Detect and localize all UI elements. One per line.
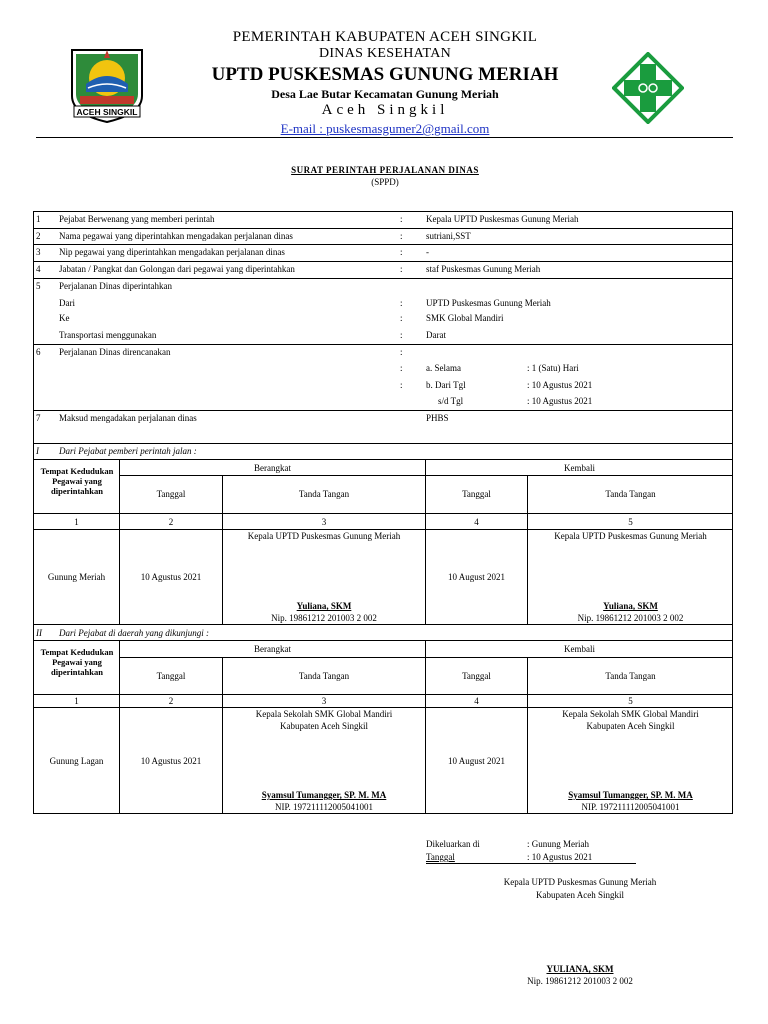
row-label: Pejabat Berwenang yang memberi perintah (59, 214, 215, 224)
letterhead-rule (36, 137, 733, 138)
letterhead-address: Desa Lae Butar Kecamatan Gunung Meriah (271, 87, 499, 101)
return-date-value: 10 August 2021 (447, 572, 505, 582)
letterhead-email[interactable]: E-mail : puskesmasgumer2@gmail.com (280, 121, 490, 136)
row-label: Nip pegawai yang diperintahkan mengadakan perjalanan dinas (59, 247, 285, 257)
section-title: Dari Pejabat pemberi perintah jalan : (59, 446, 197, 456)
row-divider (33, 707, 733, 708)
row-label: Maksud mengadakan perjalanan dinas (59, 413, 197, 423)
column-number: 4 (474, 696, 479, 706)
col-divider (425, 459, 426, 624)
row-divider (33, 640, 733, 641)
column-number: 5 (628, 517, 633, 527)
row-divider (33, 513, 733, 514)
row-value: UPTD Puskesmas Gunung Meriah (426, 298, 551, 308)
row-divider (33, 278, 733, 279)
signer-name: Syamsul Tumangger, SP. M. MA (261, 790, 387, 800)
signer-title: Kepala UPTD Puskesmas Gunung Meriah (247, 531, 401, 541)
row-divider (33, 529, 733, 530)
column-number: 1 (74, 696, 79, 706)
signer-title: Kepala Sekolah SMK Global Mandiri (255, 709, 393, 719)
footer-signer-nip: Nip. 19861212 201003 2 002 (527, 976, 633, 986)
row-divider (33, 459, 733, 460)
header-depart-date: Tanggal (156, 671, 186, 681)
signer-title-region: Kabupaten Aceh Singkil (280, 721, 368, 731)
puskesmas-cross-icon (612, 52, 684, 124)
row-colon: : (400, 363, 403, 373)
header-return-date: Tanggal (462, 671, 491, 681)
row-number: 6 (36, 347, 41, 357)
row-sublabel: a. Selama (426, 363, 461, 373)
letterhead-institution: UPTD PUSKESMAS GUNUNG MERIAH (211, 64, 559, 85)
place-value: Gunung Lagan (49, 756, 104, 766)
row-sublabel: Transportasi menggunakan (59, 330, 157, 340)
col-divider (425, 640, 426, 814)
document-title: SURAT PERINTAH PERJALANAN DINAS (291, 165, 479, 175)
section-roman: II (36, 628, 42, 638)
return-date-value: 10 August 2021 (447, 756, 505, 766)
logo-left-label: ACEH SINGKIL (76, 107, 138, 117)
footer-signer-region: Kabupaten Aceh Singkil (536, 890, 624, 900)
letterhead-department: DINAS KESEHATAN (318, 46, 452, 61)
row-colon: : (400, 298, 403, 308)
header-place: Tempat Kedudukan Pegawai yang diperintahkan (40, 647, 114, 677)
column-number: 2 (168, 696, 174, 706)
issued-date-label: Tanggal (426, 852, 455, 862)
header-depart-sign: Tanda Tangan (298, 671, 350, 681)
col-divider (119, 459, 120, 624)
row-number: 2 (36, 231, 41, 241)
header-depart-sign: Tanda Tangan (298, 489, 350, 499)
column-number: 3 (321, 517, 327, 527)
logo-right (612, 52, 684, 124)
row-colon: : (400, 214, 403, 224)
signer-title: Kepala UPTD Puskesmas Gunung Meriah (554, 531, 707, 541)
signer-nip: NIP. 197211112005041001 (581, 802, 680, 812)
row-value: Kepala UPTD Puskesmas Gunung Meriah (426, 214, 579, 224)
column-number: 4 (474, 517, 479, 527)
row-divider (119, 657, 733, 658)
row-sublabel: b. Dari Tgl (426, 380, 466, 390)
row-value: SMK Global Mandiri (426, 313, 504, 323)
signer-nip: Nip. 19861212 201003 2 002 (271, 613, 377, 623)
row-value: Darat (426, 330, 446, 340)
signer-name: Yuliana, SKM (603, 601, 658, 611)
header-return: Kembali (564, 463, 595, 473)
letterhead-government: PEMERINTAH KABUPATEN ACEH SINGKIL (232, 29, 538, 45)
row-divider (33, 624, 733, 625)
row-value: staf Puskesmas Gunung Meriah (426, 264, 541, 274)
header-return-sign: Tanda Tangan (605, 489, 656, 499)
header-return-date: Tanggal (462, 489, 491, 499)
row-number: 4 (36, 264, 41, 274)
row-colon: : (400, 247, 403, 257)
row-divider (33, 228, 733, 229)
column-number: 1 (74, 517, 79, 527)
row-value: : 1 (Satu) Hari (527, 363, 579, 373)
issued-place-value: : Gunung Meriah (527, 839, 589, 849)
header-depart: Berangkat (254, 463, 291, 473)
row-number: 3 (36, 247, 41, 257)
row-colon: : (400, 231, 403, 241)
header-depart: Berangkat (254, 644, 291, 654)
row-value: sutriani,SST (426, 231, 471, 241)
signer-name: Yuliana, SKM (296, 601, 352, 611)
row-sublabel: Dari (59, 298, 75, 308)
depart-date-value: 10 Agustus 2021 (140, 756, 202, 766)
row-value: - (426, 247, 429, 257)
row-sublabel: Ke (59, 313, 70, 323)
issued-date-underline (426, 863, 636, 864)
row-colon: : (400, 347, 403, 357)
row-number: 1 (36, 214, 41, 224)
signer-nip: Nip. 19861212 201003 2 002 (577, 613, 684, 623)
signer-nip: NIP. 197211112005041001 (274, 802, 373, 812)
row-divider (33, 344, 733, 345)
row-colon: : (400, 313, 403, 323)
row-value: : 10 Agustus 2021 (527, 380, 593, 390)
footer-signer-name: YULIANA, SKM (546, 964, 614, 974)
row-divider (33, 443, 733, 444)
row-divider (119, 475, 733, 476)
row-divider (33, 694, 733, 695)
row-divider (33, 244, 733, 245)
row-colon: : (400, 380, 403, 390)
row-colon: : (400, 264, 403, 274)
header-place: Tempat Kedudukan Pegawai yang diperintahkan (40, 466, 114, 496)
signer-title: Kepala Sekolah SMK Global Mandiri (562, 709, 699, 719)
row-label: Nama pegawai yang diperintahkan mengadakan perjalanan dinas (59, 231, 293, 241)
place-value: Gunung Meriah (47, 572, 106, 582)
section-title: Dari Pejabat di daerah yang dikunjungi : (59, 628, 209, 638)
signer-name: Syamsul Tumangger, SP. M. MA (568, 790, 693, 800)
footer-signer-title: Kepala UPTD Puskesmas Gunung Meriah (503, 877, 657, 887)
row-sublabel: s/d Tgl (438, 396, 464, 406)
row-number: 7 (36, 413, 41, 423)
row-number: 5 (36, 281, 41, 291)
issued-place-label: Dikeluarkan di (426, 839, 480, 849)
row-label: Jabatan / Pangkat dan Golongan dari pegawai yang diperintahkan (59, 264, 295, 274)
row-label: Perjalanan Dinas diperintahkan (59, 281, 172, 291)
section-roman: I (36, 446, 39, 456)
column-number: 2 (168, 517, 174, 527)
header-return: Kembali (564, 644, 595, 654)
depart-date-value: 10 Agustus 2021 (140, 572, 202, 582)
row-colon: : (400, 330, 403, 340)
column-number: 3 (321, 696, 327, 706)
column-number: 5 (628, 696, 633, 706)
row-label: Perjalanan Dinas direncanakan (59, 347, 171, 357)
col-divider (119, 640, 120, 814)
row-divider (33, 261, 733, 262)
row-value: PHBS (426, 413, 449, 423)
issued-date-value: : 10 Agustus 2021 (527, 852, 593, 862)
letterhead-region: Aceh Singkil (321, 102, 449, 118)
header-depart-date: Tanggal (156, 489, 186, 499)
document-subtitle: (SPPD) (371, 177, 399, 187)
row-divider (33, 410, 733, 411)
signer-title-region: Kabupaten Aceh Singkil (586, 721, 675, 731)
row-value: : 10 Agustus 2021 (527, 396, 593, 406)
header-return-sign: Tanda Tangan (605, 671, 656, 681)
